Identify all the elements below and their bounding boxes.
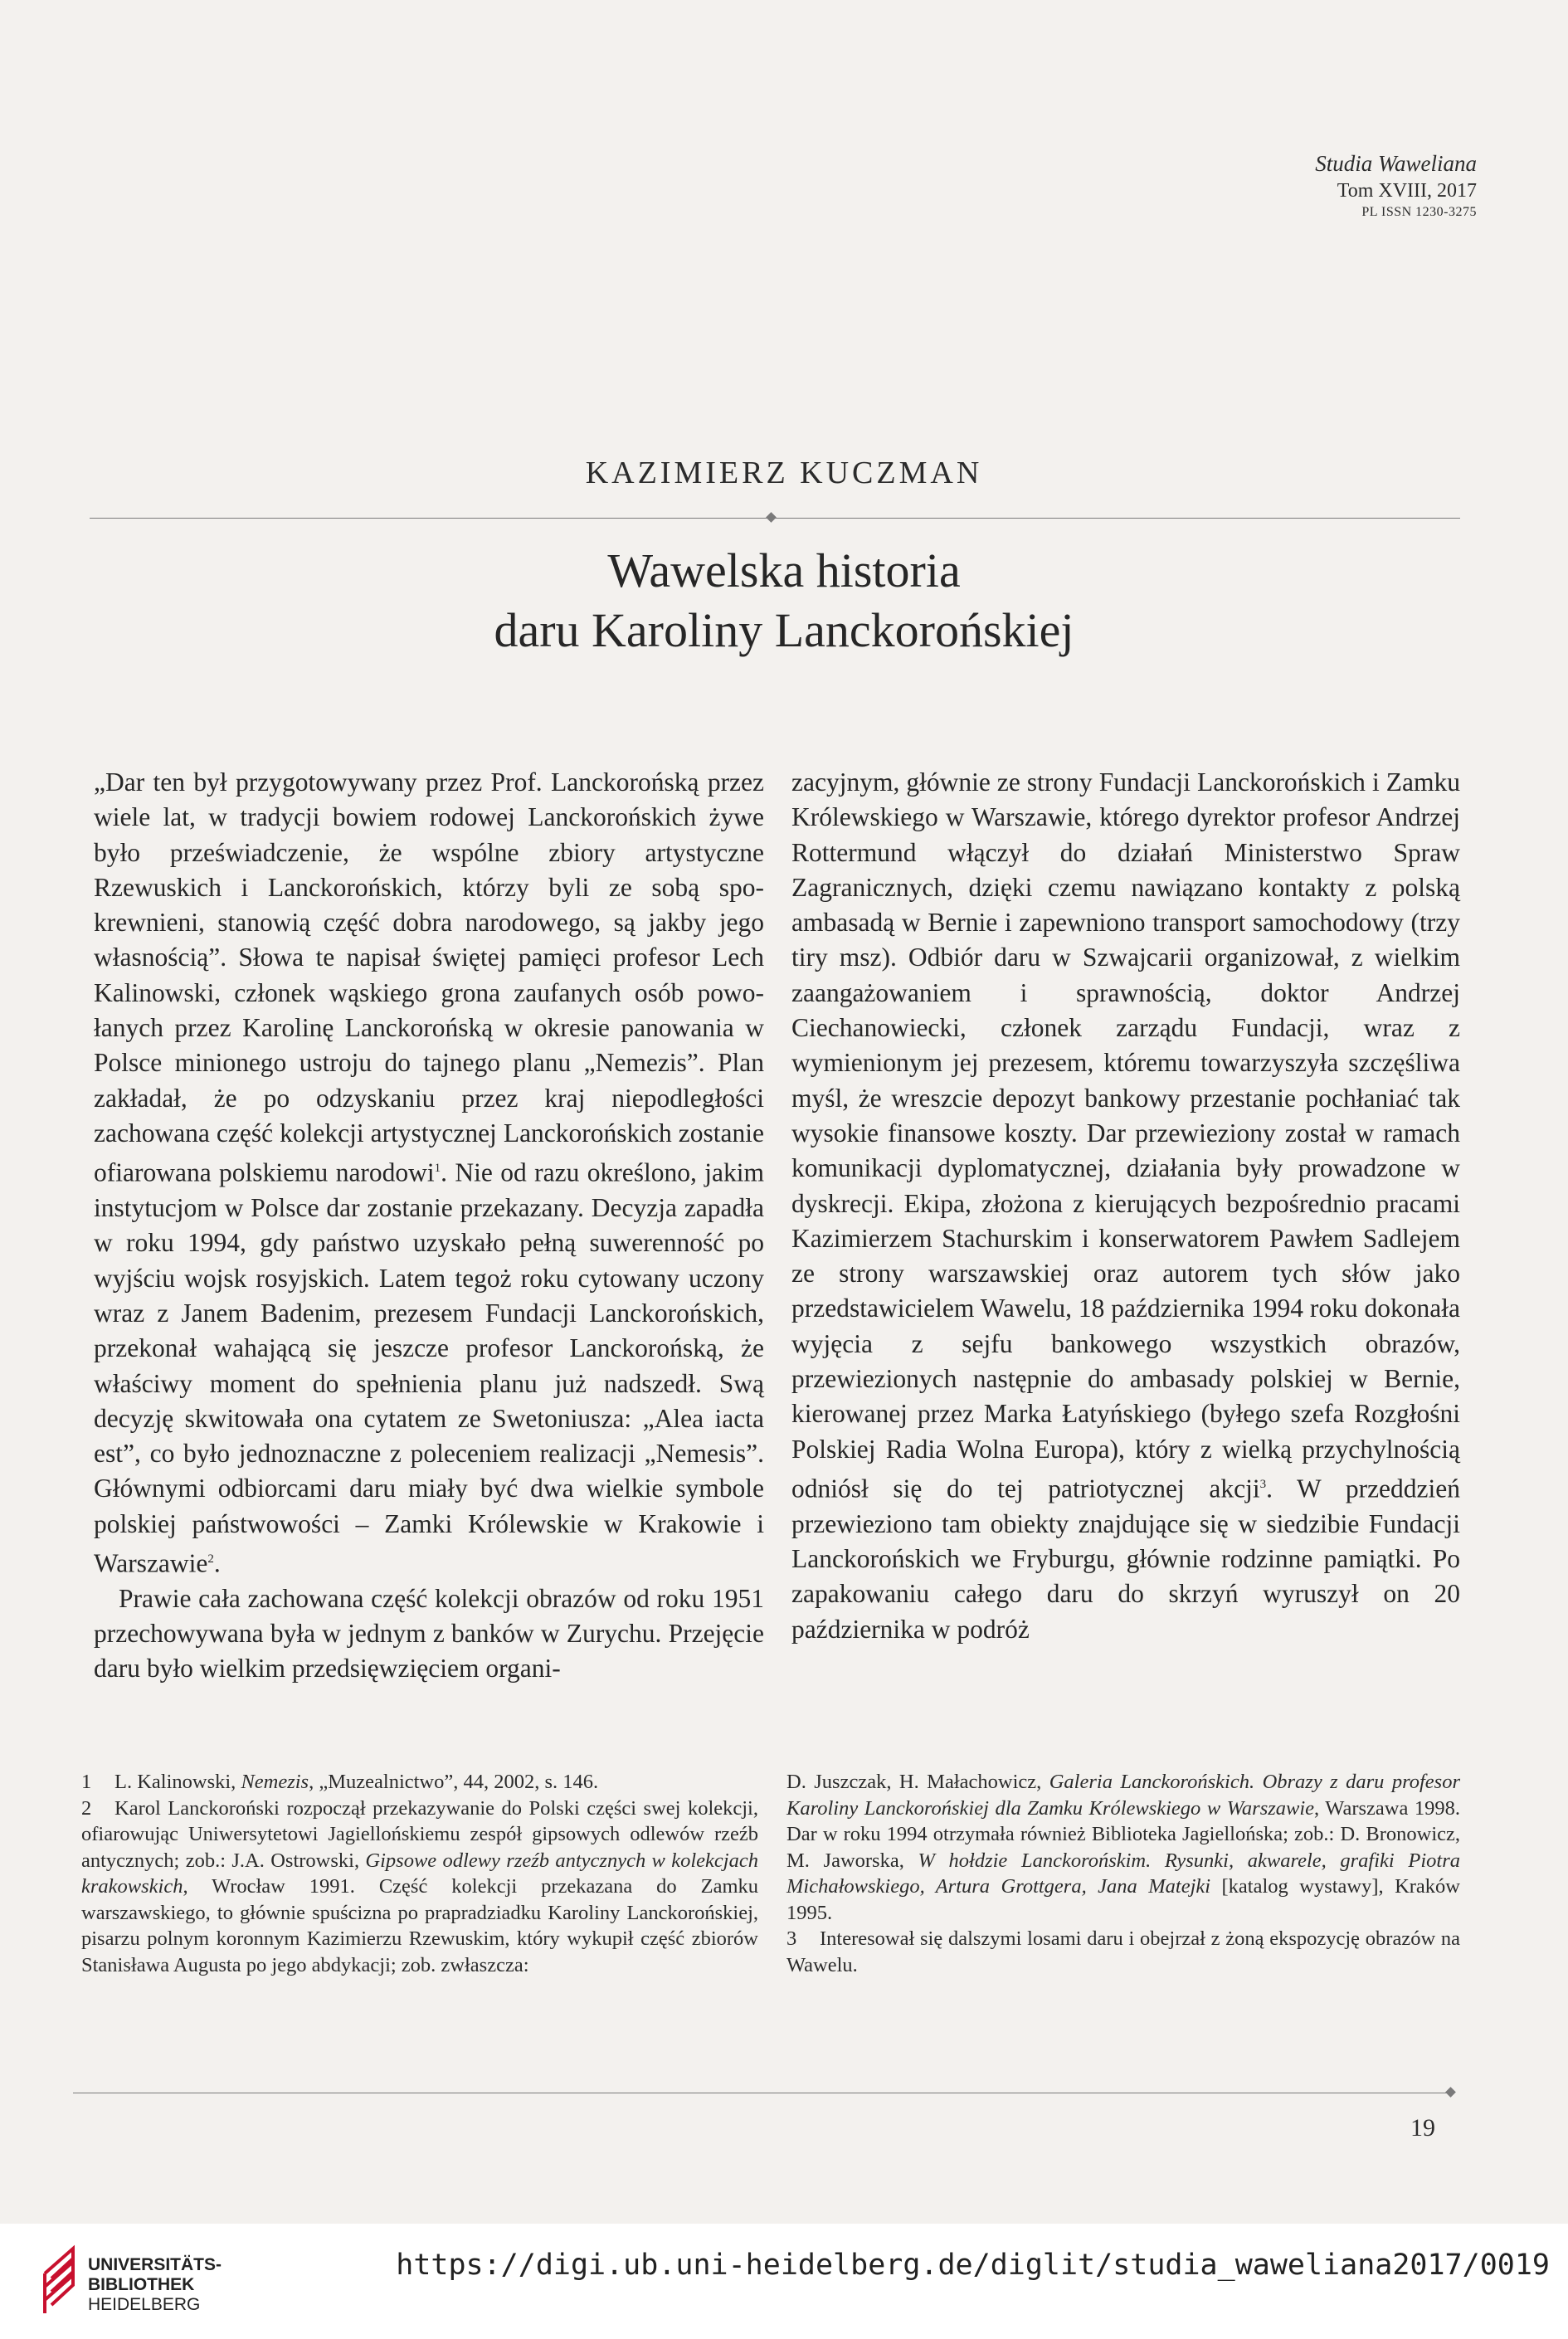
article-title: [0, 541, 1568, 660]
article-author: KAZIMIERZ KUCZMAN: [585, 456, 983, 490]
journal-header: [1315, 149, 1477, 222]
text-run: Interesował się dalszymi losami daru i obejrzał z żoną ekspozycję obrazów na Wawelu.: [786, 1927, 1460, 1976]
footnote-2-continued: [786, 1769, 1460, 1926]
paragraph: [94, 765, 764, 1581]
text-run: [katalog wystawy], Kraków 1995.: [786, 1875, 1460, 1924]
text-run: .: [213, 1548, 221, 1578]
title-line-2: daru Karoliny Lanckorońskiej: [494, 603, 1074, 657]
text-run: zacyjnym, głównie ze strony Fundacji Lanckorońskich i Zamku Królewskiego w Warszawie, którego dyrektor profesor Andrzej Rottermund włączył do działań Ministerstwo Spraw Zagranicznych, dzięki czemu nawiązano kontakty z polską ambasadą w Bernie i zapewniono transport samochodowy (trzy tiry msz). Odbiór daru w Szwajcarii organizował, z wielkim zaangażowaniem i sprawnością, doktor Andrzej Ciechanowiecki, członek zarządu Fundacji, wraz z wymienionym jej prezesem, któremu towarzyszyła szczęśliwa myśl, że wreszcie depozyt bankowy przestanie pochłaniać tak wysokie finansowe koszty. Dar przewieziony został w ramach komunikacji dyplomatycznej, działania były prowadzone w dyskrecji. Ekipa, złożona z kierujących bezpośrednio pracami Kazimierzem Stachurskim i konserwatorem Pawłem Sadlejem ze strony warszawskiej oraz autorem tych słów jako przedstawicielem Wawelu, 18 października 1994 roku dokonała wyjęcia z sejfu bankowego wszystkich obrazów, przewiezionych następnie do ambasady polskiej w Bernie, kierowanej przez Marka Łatyńskiego (byłego szefa Rozgłośni Polskiej Radia Wolna Europa), który z wielką przychylnością odniósł się do tej patriotycznej akcji: [791, 767, 1460, 1503]
library-line-1: UNIVERSITÄTS-: [88, 2255, 222, 2274]
journal-volume: Tom XVIII, 2017: [1337, 180, 1477, 202]
text-run: , „Muzealnictwo”, 44, 2002, s. 146.: [309, 1771, 599, 1793]
footnotes-left: [81, 1769, 758, 1978]
footnote-number: 3: [786, 1927, 797, 1950]
paragraph: [791, 765, 1460, 1647]
text-run-italic: W hołdzie Lanckorońskim. Rysunki, akwarele, grafiki Piotra Michałowskiego, Artura Grottgera, Jana Matejki: [786, 1849, 1460, 1898]
title-line-1: Wawelska historia: [607, 543, 961, 597]
footnotes-right: [786, 1769, 1460, 1978]
journal-issn: PL ISSN 1230-3275: [1361, 205, 1477, 220]
permalink-url[interactable]: https://digi.ub.uni-heidelberg.de/diglit/studia_waweliana2017/0019: [396, 2249, 1550, 2282]
library-name[interactable]: [88, 2255, 222, 2315]
paragraph: Prawie cała zachowana część kolekcji obrazów od roku 1951 przechowywana była w jednym z banków w Zurychu. Przejęcie daru było wielkim przedsięwzięciem organi-: [94, 1583, 764, 1684]
footnote-number: 2: [81, 1796, 92, 1820]
text-run-italic: Gipsowe odlewy rzeźb antycznych w kolekcjach krakowskich: [81, 1849, 758, 1898]
text-run: L. Kalinowski,: [114, 1771, 241, 1793]
text-run: . W przeddzień przewieziono tam obiekty znajdujące się w siedzibie Fundacji Lanckorońskich we Fryburgu, głównie rodzinne pamiątki. Po zapakowaniu całego daru do skrzyń wyruszył on 20 października w podróż: [791, 1474, 1460, 1644]
footnote-ref[interactable]: 3: [1259, 1477, 1267, 1491]
text-run: D. Juszczak, H. Małachowicz,: [786, 1771, 1049, 1793]
text-run-italic: Galeria Lanckorońskich. Obrazy z daru profesor Karoliny Lanckorońskiej dla Zamku Królewskiego w Warszawie: [786, 1771, 1461, 1820]
body-column-right: [791, 765, 1460, 1647]
library-line-2: BIBLIOTHEK: [88, 2275, 195, 2294]
text-run: Karol Lanckoroński rozpoczął przekazywanie do Polski części swej kolekcji, ofiarowując Uniwersytetowi Jagiellońskiemu zespół gipsowych odlewów rzeźb antycznych; zob.: J.A. Ostrowski,: [81, 1796, 758, 1872]
page-number: 19: [1410, 2114, 1435, 2142]
text-run: . Nie od razu określono, jakim instytucjom w Polsce dar zostanie przekazany. Decyzja zapadła w roku 1994, gdy państwo uzyskało pełną suwerenność po wyjściu wojsk rosyjskich. Latem tegoż roku cytowany uczony wraz z Janem Badenim, prezesem Fundacji Lanckorońskich, przekonał wahającą się jeszcze profesor Lanckorońską, że właściwy moment do spełnienia planu już nadszedł. Swą decyzję skwitowała ona cytatem ze Swetoniusza: „Alea iacta est”, co było jednoznaczne z poleceniem realizacji „Nemesis”. Głównymi odbiorcami daru miały być dwa wielkie symbole polskiej państwowości – Zamki Królewskie w Krakowie i Warszawie: [94, 1157, 765, 1578]
footnote-ref[interactable]: 2: [207, 1552, 214, 1567]
journal-name: Studia Waweliana: [1315, 151, 1477, 176]
rule-diamond: [766, 512, 777, 523]
footnote-1: [81, 1769, 758, 1796]
text-run: , Wrocław 1991. Część kolekcji przekazana do Zamku warszawskiego, to głównie spuścizna po prapradziadku Karoliny Lanckorońskiej, pisarzu polnym koronnym Kazimierzu Rzewuskim, który wykupił część zbiorów Stanisława Augusta po jego abdykacji; zob. zwłaszcza:: [81, 1875, 758, 1976]
footnote-2: [81, 1796, 758, 1979]
text-run: , Warszawa 1998. Dar w roku 1994 otrzymała również Biblioteka Jagiellońska; zob.: D. Bronowicz, M. Jaworska,: [786, 1796, 1461, 1872]
body-column-left: [94, 765, 764, 1687]
viewer-footer: [0, 2224, 1568, 2339]
rule-diamond: [1445, 2087, 1456, 2098]
text-run-italic: Nemezis: [241, 1771, 309, 1793]
footnote-3: [786, 1926, 1460, 1978]
footnote-ref[interactable]: 1: [434, 1162, 441, 1176]
footnote-number: 1: [81, 1771, 92, 1793]
text-run: „Dar ten był przygotowywany przez Prof. Lanckorońską przez wiele lat, w tradycji bowiem rodowej Lanckorońskich żywe było przeświadczenie, że wspólne zbiory artystyczne Rzewuskich i Lanckorońskich, którzy byli ze sobą spokrewnieni, stanowią część dobra narodowego, są jakby jego własnością”. Słowa te napisał świętej pamięci profesor Lech Kalinowski, członek wąskiego grona zaufanych osób powołanych przez Karolinę Lanckorońską w okresie panowania w Polsce minionego ustroju do tajnego planu „Nemezis”. Plan zakładał, że po odzyskaniu przez kraj niepodległości zachowana część kolekcji artystycznej Lanckorońskich zostanie ofiarowana polskiemu narodowi: [94, 767, 764, 1187]
library-line-3: HEIDELBERG: [88, 2295, 201, 2314]
